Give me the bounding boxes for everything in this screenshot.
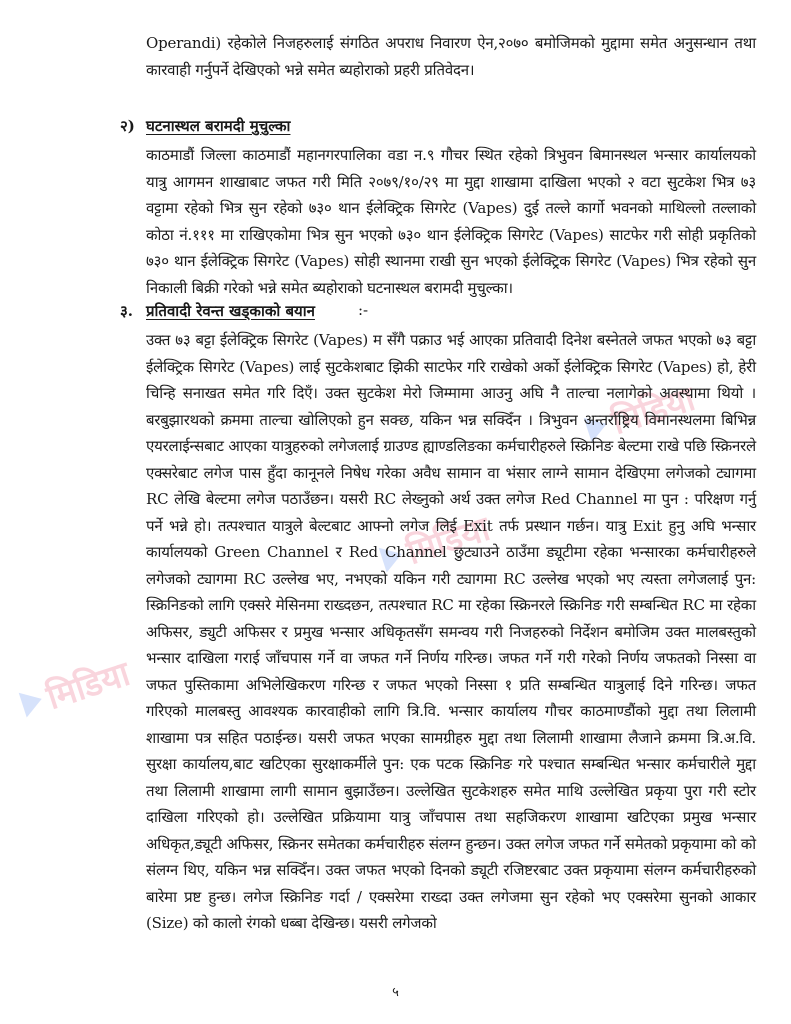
section-title: [146, 301, 315, 321]
intro-paragraph: Operandi) रहेकोले निजहरुलाई संगठित अपराध निवारण ऐन,२०७० बमोजिमको मुद्दामा समेत अनुसन्धान तथा कारवाही गर्नुपर्ने देखिएको भन्ने समेत ब्यहोराको प्रहरी प्रतिवेदन।: [146, 34, 756, 79]
play-icon: [19, 687, 46, 718]
watermark: [16, 649, 135, 727]
section-title-suffix: :-: [358, 301, 369, 319]
section-body: काठमाडौं जिल्ला काठमाडौं महानगरपालिका वडा न.९ गौचर स्थित रहेको त्रिभुवन बिमानस्थल भन्सार कार्यालयको यात्रु आगमन शाखाबाट जफत गरी मिति २०७९/१०/२९ मा मुद्दा शाखामा दाखिला भएको २ वटा सुटकेश भित्र ७३ वट्टामा रहेको भित्र सुन रहेको ७३० थान ईलेक्ट्रिक सिगरेट (Vapes) दुई तल्ले कार्गो भवनको माथिल्लो तल्लाको कोठा नं.१११ मा राखिएकोमा भित्र सुन भएको ७३० थान ईलेक्ट्रिक सिगरेट (Vapes) साटफेर गरी सोही प्रकृतिको ७३० थान ईलेक्ट्रिक सिगरेट (Vapes) सोही स्थानमा राखी सुन भएको ईलेक्ट्रिक सिगरेट (Vapes) भित्र रहेको सुन निकाली बिक्री गरेको भन्ने समेत ब्यहोराको घटनास्थल बरामदी मुचुल्का।: [146, 146, 756, 297]
section-title-text: प्रतिवादी रेवन्त खड्काको बयान: [146, 302, 315, 320]
watermark-text: मिडिया: [41, 653, 135, 718]
section-title: घटनास्थल बरामदी मुचुल्का: [146, 117, 291, 135]
watermark-text: मिडिया: [606, 378, 700, 443]
section-number: ३.: [120, 302, 134, 320]
section-body: उक्त ७३ बट्टा ईलेक्ट्रिक सिगरेट (Vapes) म सँगै पक्राउ भई आएका प्रतिवादी दिनेश बस्नेतले जफत भएको ७३ बट्टा ईलेक्ट्रिक सिगरेट (Vapes) लाई सुटकेशबाट झिकी साटफेर गरि राखेको अर्को ईलेक्ट्रिक सिगरेट (Vapes) हो, हेरी चिन्हि सनाखत समेत गरि दिएँ। उक्त सुटकेश मेरो जिम्मामा आउनु अघि नै ताल्चा नलागेको अवस्थामा थियो । बरबुझारथको क्रममा ताल्चा खोलिएको हुन सक्छ, यकिन भन्न सक्दिँन । त्रिभुवन अन्तर्राष्ट्रिय विमानस्थलमा बिभिन्न एयरलाईन्सबाट आएका यात्रुहरुको लगेजलाई ग्राउण्ड ह्याण्डलिङका कर्मचारीहरुले स्क्रिनिङ बेल्टमा राखे पछि स्क्रिनरले एक्सरेबाट लगेज पास हुँदा कानूनले निषेध गरेका अवैध सामान वा भंसार लाग्ने सामान देखिएमा लगेजको ट्यागमा RC लेखि बेल्टमा लगेज पठाउँछन। यसरी RC लेख्नुको अर्थ उक्त लगेज Red Channel मा पुन : परिक्षण गर्नु पर्ने भन्ने हो। तत्पश्चात यात्रुले बेल्टबाट आफ्नो लगेज लिई Exit तर्फ प्रस्थान गर्छन। यात्रु Exit हुनु अघि भन्सार कार्यालयको Green Channel र Red Channel छुट्याउने ठाउँमा ड्यूटीमा रहेका भन्सारका कर्मचारीहरुले लगेजको ट्यागमा RC उल्लेख भए, नभएको यकिन गरी ट्यागमा RC उल्लेख भएको भए त्यस्ता लगेजलाई पुन: स्क्रिनिङको लागि एक्सरे मेसिनमा राख्दछन, तत्पश्चात RC मा रहेका स्क्रिनरले स्क्रिनिङ गरी सम्बन्धित RC मा रहेका अफिसर, ड्युटी अफिसर र प्रमुख भन्सार अधिकृतसँग समन्वय गरी निजहरुको निर्देशन बमोजिम उक्त मालबस्तुको भन्सार दाखिला गराई जाँचपास गर्ने वा जफत गर्ने निर्णय गरिन्छ। जफत गर्ने गरी गरेको निर्णय जफतको निस्सा वा जफत पुस्तिकामा अभिलेखिकरण गरिन्छ र जफत भएको निस्सा १ प्रति सम्बन्धित यात्रुलाई दिने गरिन्छ। जफत गरिएको मालबस्तु आवश्यक कारवाहीको लागि त्रि.वि. भन्सार कार्यालय गौचर काठमाण्डौंको मुद्दा तथा लिलामी शाखामा पत्र सहित पठाईन्छ। यसरी जफत भएका सामग्रीहरु मुद्दा तथा लिलामी शाखामा लैजाने क्रममा त्रि.अ.वि. सुरक्षा कार्यालय,बाट खटिएका सुरक्षाकर्मीले पुन: एक पटक स्क्रिनिङ गरे पश्चात सम्बन्धित भन्सार कर्मचारीले मुद्दा तथा लिलामी शाखामा लागी सामान बुझाउँछन। उल्लेखित सुटकेशहरु समेत माथि उल्लेखित प्रकृया पुरा गरी स्टोर दाखिला गरिएको हो। उल्लेखित प्रक्रियामा यात्रु जाँचपास तथा सहजिकरण शाखामा खटिएका प्रमुख भन्सार अधिकृत,ड्यूटी अफिसर, स्क्रिनर समेतका कर्मचारीहरु संलग्न हुन्छन। उक्त लगेज जफत गर्ने समेतको प्रकृयामा को को संलग्न थिए, यकिन भन्न सक्दिँन। उक्त जफत भएको दिनको ड्यूटी रजिष्टरबाट उक्त प्रकृयामा संलग्न कर्मचारीहरुको बारेमा प्रष्ट हुन्छ। लगेज स्क्रिनिङ गर्दा / एक्सरेमा राख्दा उक्त लगेजमा सुन रहेको भए एक्सरेमा सुनको आकार (Size) को कालो रंगको धब्बा देखिन्छ। यसरी लगेजको: [146, 331, 756, 932]
watermark-text: मिडिया: [401, 508, 495, 573]
section-number: २): [120, 117, 135, 135]
page-number: ५: [392, 985, 399, 1000]
